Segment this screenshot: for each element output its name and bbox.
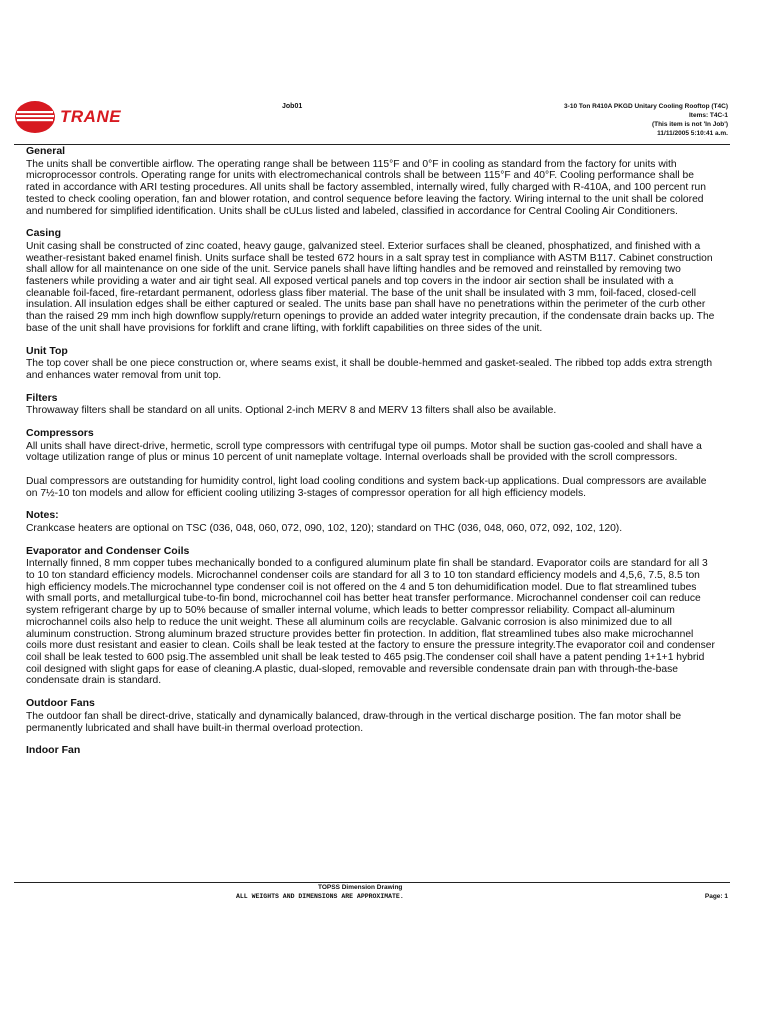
brand-name: TRANE [60, 107, 122, 126]
spec-section [26, 546, 716, 687]
trane-logo [14, 100, 121, 134]
section-paragraph: The units shall be convertible airflow. The operating range shall be between 115°F and 0°F in cooling as standard from the factory for units with microprocessor controls. Operating range for units with electromechanical controls shall be between 115°F and 40°F. Cooling performance shall be rated in accordance with ARI testing procedures. All units shall be factory assembled, internally wired, fully charged with R-410A, and 100 percent run tested to check cooling operation, fan and blower rotation, and control sequence before leaving the factory. Wiring internal to the unit shall be colored and numbered for simplified identification. Units shall be cULus listed and labeled, classified in accordance for Central Cooling Air Conditioners. [26, 158, 706, 217]
trane-circle-icon [14, 100, 56, 134]
section-heading: Evaporator and Condenser Coils [26, 544, 190, 557]
footer-divider [14, 882, 730, 883]
section-heading: Casing [26, 227, 62, 240]
section-paragraph: All units shall have direct-drive, hermetic, scroll type compressors with centrifugal type oil pumps. Motor shall be suction gas-cooled and shall have a voltage utilization range of plus or minus 10 percent of unit nameplate voltage. Internal overloads shall be provided with the scroll compressors. [26, 440, 702, 464]
document-body [26, 146, 716, 768]
section-paragraph: Dual compressors are outstanding for humidity control, light load cooling conditions and system back-up applications. Dual compressors are available on 7½-10 ton models and allow for efficient cooling utilizing 3-stages of compressor operation for all high efficiency models. [26, 475, 707, 499]
page-number: Page: 1 [704, 893, 728, 900]
header-info-line: (This item is not 'In Job') [651, 121, 728, 128]
section-heading: Outdoor Fans [26, 697, 95, 710]
spec-section [26, 428, 716, 499]
header-info-line: Items: T4C-1 [688, 112, 728, 119]
spec-section [26, 228, 716, 334]
spec-section [26, 393, 716, 417]
section-heading: Unit Top [26, 344, 68, 357]
section-heading: Indoor Fan [26, 744, 81, 757]
header-info-line: 11/11/2005 5:10:41 a.m. [657, 130, 728, 137]
spec-section [26, 698, 716, 734]
header-divider [14, 144, 730, 145]
footer-title: TOPSS Dimension Drawing [318, 884, 403, 891]
section-paragraph: The outdoor fan shall be direct-drive, statically and dynamically balanced, draw-through in the vertical discharge position. The fan motor shall be permanently lubricated and shall have built-in thermal overload protection. [26, 710, 682, 734]
section-heading: General [26, 145, 66, 157]
section-heading: Compressors [26, 427, 94, 440]
page-header [0, 0, 768, 145]
spec-section [26, 745, 716, 757]
section-heading: Filters [26, 391, 58, 404]
section-paragraph: Throwaway filters shall be standard on all units. Optional 2-inch MERV 8 and MERV 13 filters shall also be available. [26, 405, 557, 417]
header-info-line: 3-10 Ton R410A PKGD Unitary Cooling Rooftop (T4C) [564, 103, 728, 110]
section-paragraph: Crankcase heaters are optional on TSC (036, 048, 060, 072, 090, 102, 120); standard on THC (036, 048, 060, 072, 092, 102, 120). [26, 522, 623, 534]
section-paragraph: Internally finned, 8 mm copper tubes mechanically bonded to a configured aluminum plate fin shall be standard. Evaporator coils are standard for all 3 to 10 ton standard efficiency models. Microchannel condenser coils are standard for all 3 to 10 ton standard efficiency models and 4,5,6, 7.5, 8.5 ton high efficiency models.The microchannel type condenser coil is not offered on the 4 and 5 ton dehumidification model. Due to flat streamlined tubes with small ports, and metallurgical tube-to-fin bond, microchannel coil has better heat transfer performance. Microchannel condenser coil can reduce system refrigerant charge by up to 50% because of smaller internal volume, which leads to better compressor reliability. Compact all-aluminum microchannel coils also help to reduce the unit weight. These all aluminum coils are recyclable. Galvanic corrosion is also minimized due to all aluminum construction. Strong aluminum brazed structure provides better fin protection. In addition, flat streamlined tubes also make microchannel coils more dust resistant and easier to clean. Coils shall be leak tested at the factory to ensure the pressure integrity.The evaporator coil and condenser coil shall be leak tested to 600 psig.The assembled unit shall be leak tested to 465 psig.The condenser coil shall have a patent pending 1+1+1 hybrid coil designed with slight gaps for ease of cleaning.A plastic, dual-sloped, removable and reversible condensate drain pan with through-the-base condensate drain is standard. [26, 558, 715, 687]
spec-section [26, 346, 716, 382]
section-heading: Notes: [26, 509, 59, 522]
header-info [564, 102, 728, 138]
section-paragraph: Unit casing shall be constructed of zinc coated, heavy gauge, galvanized steel. Exterior surfaces shall be cleaned, phosphatized, and finished with a weather-resistant baked enamel finish. Units surface shall be tested 672 hours in a salt spray test in compliance with ASTM B117. Cabinet construction shall allow for all maintenance on one side of the unit. Service panels shall have lifting handles and be removed and reinstalled by removing two fasteners while providing a water and air tight seal. All exposed vertical panels and top covers in the indoor air section shall be insulated with a cleanable foil-faced, fire-retardant permanent, odorless glass fiber material. The base of the unit shall be insulated with 3 mm, foil-faced, closed-cell insulation. All insulation edges shall be either captured or sealed. The units base pan shall have no penetrations within the perimeter of the curb other than the raised 29 mm inch high downflow supply/return openings to provide an added water integrity precaution, if the condensate drain backs up. The base of the unit shall have provisions for forklift and crane lifting, with forklift capabilities on three sides of the unit. [26, 240, 715, 334]
spec-section [26, 510, 716, 534]
job-name: Job01 [282, 103, 303, 110]
spec-section [26, 146, 716, 217]
footer-notice: ALL WEIGHTS AND DIMENSIONS ARE APPROXIMATE. [236, 893, 404, 900]
section-paragraph: The top cover shall be one piece construction or, where seams exist, it shall be double-hemmed and gasket-sealed. The ribbed top adds extra strength and enhances water removal from unit top. [26, 358, 713, 381]
